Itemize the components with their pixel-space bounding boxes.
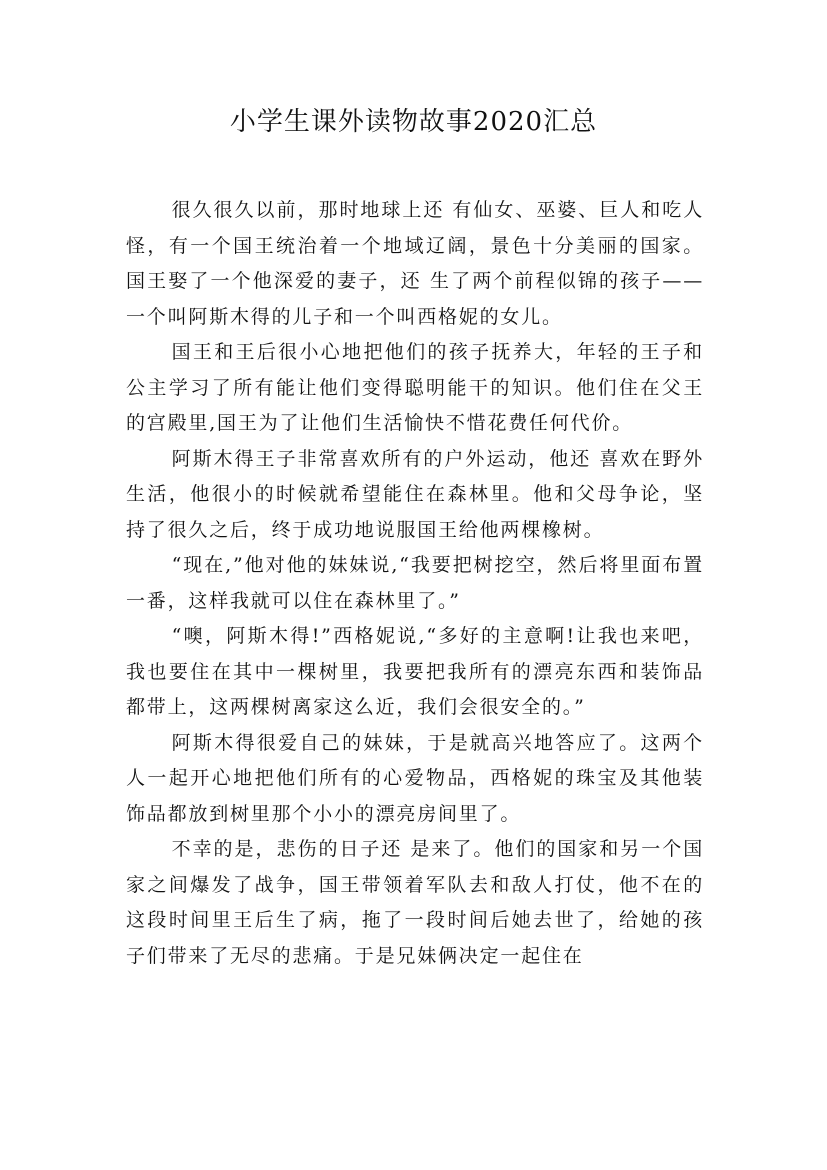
paragraph: “现在,”他对他的妹妹说,“我要把树挖空，然后将里面布置一番，这样我就可以住在森林里了。” bbox=[126, 554, 704, 612]
paragraph: 阿斯木得很爱自己的妹妹，于是就高兴地答应了。这两个人一起开心地把他们所有的心爱物品，西格妮的珠宝及其他装饰品都放到树里那个小小的漂亮房间里了。 bbox=[126, 731, 704, 825]
paragraph: 国王和王后很小心地把他们的孩子抚养大，年轻的王子和公主学习了所有能让他们变得聪明能干的知识。他们住在父王的宫殿里,国王为了让他们生活愉快不惜花费任何代价。 bbox=[126, 341, 704, 434]
paragraph: “噢，阿斯木得!”西格妮说,“多好的主意啊!让我也来吧，我也要住在其中一棵树里，我要把我所有的漂亮东西和装饰品都带上，这两棵树离家这么近，我们会很安全的。” bbox=[126, 625, 704, 718]
paragraph: 不幸的是，悲伤的日子还 是来了。他们的国家和另一个国家之间爆发了战争，国王带领着军队去和敌人打仗，他不在的这段时间里王后生了病，拖了一段时间后她去世了，给她的孩子们带来了无尽的悲痛。于是兄妹俩决定一起住在 bbox=[126, 838, 704, 967]
paragraph: 很久很久以前，那时地球上还 有仙女、巫婆、巨人和吃人怪，有一个国王统治着一个地域辽阔，景色十分美丽的国家。国王娶了一个他深爱的妻子，还 生了两个前程似锦的孩子——一个叫阿斯木得的儿子和一个叫西格妮的女儿。 bbox=[126, 199, 704, 328]
document-title: 小学生课外读物故事2020汇总 bbox=[229, 107, 598, 137]
paragraph: 阿斯木得王子非常喜欢所有的户外运动，他还 喜欢在野外生活，他很小的时候就希望能住在森林里。他和父母争论，坚持了很久之后，终于成功地说服国王给他两棵橡树。 bbox=[126, 447, 704, 541]
document-body bbox=[126, 193, 704, 974]
